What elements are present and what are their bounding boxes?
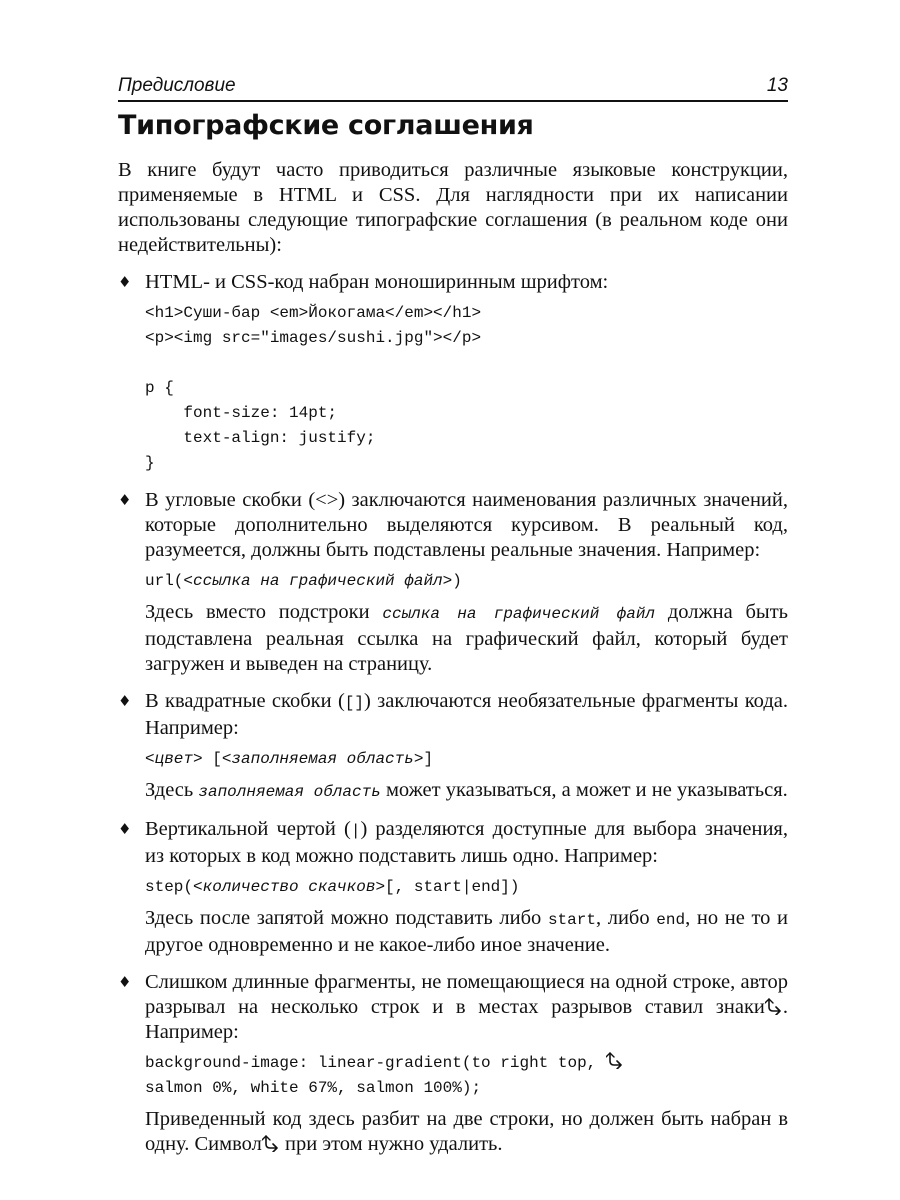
- note-placeholder: ссылка на графический файл: [382, 605, 656, 623]
- diamond-bullet-icon: ♦: [118, 820, 132, 838]
- conventions-list: [118, 270, 788, 1157]
- list-item-square-brackets: [118, 689, 788, 805]
- note-code: start: [547, 911, 596, 929]
- note-text: , либо: [595, 907, 657, 929]
- bullet-note: [145, 600, 788, 677]
- code-fragment: [, start|end]): [385, 878, 520, 896]
- note-text: может указываться, а может и не указываться.: [380, 779, 788, 801]
- code-line: p {: [145, 379, 174, 397]
- code-blank-line: [145, 351, 788, 376]
- code-example: [145, 747, 788, 772]
- bullet-note: [145, 778, 788, 805]
- code-fragment: background-image: linear-gradient(to right top,: [145, 1054, 606, 1072]
- bullet-lead: [145, 689, 788, 741]
- running-title: Предисловие: [118, 75, 236, 96]
- note-text: Здесь вместо подстроки: [145, 601, 383, 623]
- line-wrap-arrow-icon: [765, 997, 783, 1015]
- code-line: <p><img src="images/sushi.jpg"></p>: [145, 329, 482, 347]
- code-line: text-align: justify;: [145, 429, 376, 447]
- lead-code: |: [350, 822, 361, 840]
- code-placeholder: <цвет>: [145, 750, 203, 768]
- note-text: Приведенный код здесь разбит на две строки, но должен быть набран в одну. Символ: [145, 1108, 788, 1155]
- code-example: [145, 875, 788, 900]
- code-fragment: [: [202, 750, 222, 768]
- lead-text: ) заключаются необязательные фрагменты кода. Например:: [145, 690, 788, 739]
- diamond-bullet-icon: ♦: [118, 491, 132, 509]
- lead-text: . Например:: [145, 996, 788, 1043]
- page-number: 13: [766, 75, 788, 96]
- code-fragment: ): [452, 572, 462, 590]
- code-fragment: url(: [145, 572, 184, 590]
- code-example: [145, 1051, 788, 1101]
- line-wrap-arrow-icon: [262, 1134, 280, 1152]
- code-line: font-size: 14pt;: [145, 404, 338, 422]
- code-line: salmon 0%, white 67%, salmon 100%);: [145, 1079, 482, 1097]
- lead-text: В квадратные скобки (: [145, 690, 345, 712]
- section-title: Типографские соглашения: [118, 110, 534, 141]
- note-placeholder: заполняемая область: [198, 783, 381, 801]
- note-code: end: [656, 911, 686, 929]
- diamond-bullet-icon: ♦: [118, 273, 132, 291]
- note-text: должна быть подставлена реальная ссылка на графический файл, который будет загружен и выведен на страницу.: [145, 601, 789, 675]
- list-item-angle-brackets: [118, 488, 788, 677]
- bullet-lead: HTML- и CSS-код набран моноширинным шрифтом:: [145, 271, 609, 293]
- note-text: Здесь после запятой можно подставить либо: [145, 907, 548, 929]
- lead-text: ) разделяются доступные для выбора значения, из которых в код можно подставить лишь одно. Например:: [145, 818, 788, 867]
- list-item-line-wrap: [118, 970, 788, 1157]
- list-item-vertical-bar: [118, 817, 788, 958]
- code-placeholder: <количество скачков>: [193, 878, 386, 896]
- list-item-monospace: [118, 270, 788, 476]
- code-line: }: [145, 454, 155, 472]
- bullet-lead: [145, 817, 788, 869]
- lead-text: Слишком длинные фрагменты, не помещающиеся на одной строке, автор разрывал на несколько строк и в местах разрывов ставил знаки: [145, 971, 788, 1018]
- bullet-lead: В угловые скобки (<>) заключаются наименования различных значений, которые дополнительно выделяются курсивом. В реальный код, разумеется, должны быть подставлены реальные значения. Например:: [145, 489, 788, 561]
- code-fragment: step(: [145, 878, 194, 896]
- note-text: при этом нужно удалить.: [279, 1133, 503, 1155]
- page-header: [118, 74, 788, 102]
- bullet-lead: [145, 970, 788, 1045]
- body-text: [118, 158, 788, 1157]
- lead-text: Вертикальной чертой (: [145, 818, 351, 840]
- diamond-bullet-icon: ♦: [118, 692, 132, 710]
- code-fragment: ]: [423, 750, 434, 768]
- code-placeholder: <заполняемая область>: [221, 750, 424, 768]
- bullet-note: [145, 906, 788, 958]
- intro-paragraph: В книге будут часто приводиться различные языковые конструкции, применяемые в HTML и CSS. Для наглядности при их написании использованы следующие типографские соглашения (в реальном коде они недействительны):: [118, 159, 788, 256]
- note-text: Здесь: [145, 779, 199, 801]
- code-line: <h1>Суши-бар <em>Йокогама</em></h1>: [145, 304, 482, 322]
- code-line: [145, 1051, 788, 1076]
- code-example: [145, 301, 788, 476]
- note-text: , но не то и другое одновременно и не какое-либо иное значение.: [145, 907, 788, 956]
- line-wrap-arrow-icon: [606, 1051, 624, 1069]
- code-example: [145, 569, 788, 594]
- diamond-bullet-icon: ♦: [118, 973, 132, 991]
- code-placeholder: <ссылка на графический файл>: [183, 572, 453, 590]
- bullet-note: [145, 1107, 788, 1157]
- lead-code: []: [344, 694, 364, 712]
